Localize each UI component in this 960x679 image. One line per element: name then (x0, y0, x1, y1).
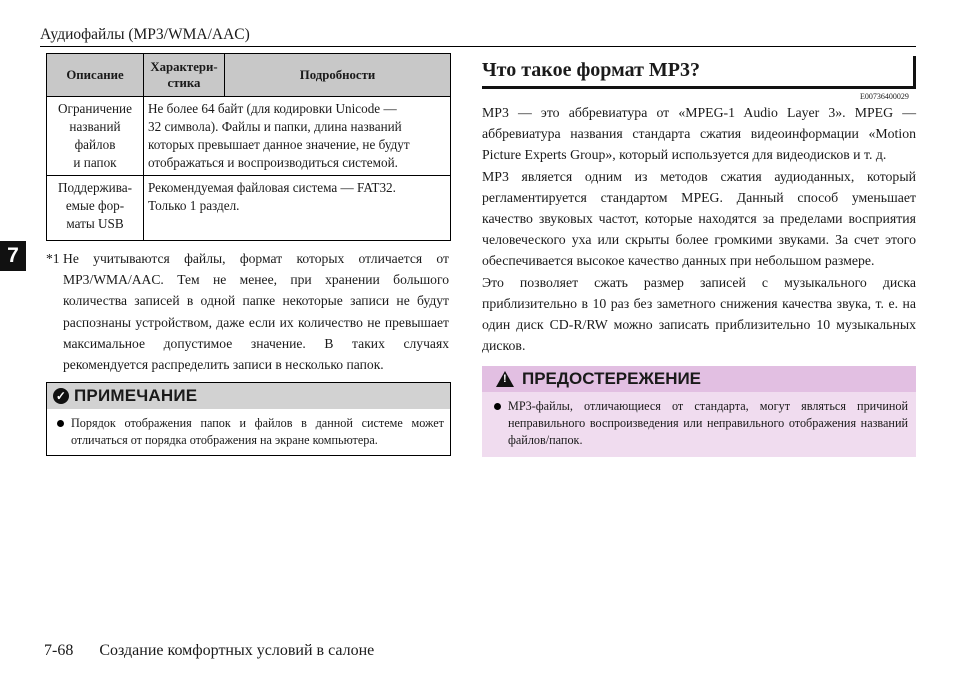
list-item (494, 398, 908, 449)
footnote (46, 248, 449, 375)
chapter-tab: 7 (0, 241, 26, 271)
table-row (47, 97, 451, 176)
warning-icon (496, 371, 514, 387)
note-item-text: Порядок отображения папок и файлов в данной системе может отличаться от порядка отображения на экране компьютера. (71, 416, 444, 447)
note-title: ПРИМЕЧАНИЕ (74, 386, 198, 405)
note-header (47, 383, 450, 409)
table-header-row (47, 54, 451, 97)
paragraph: MP3 является одним из методов сжатия аудиоданных, который регламентируется стандартом MPEG. Данный способ уменьшает качество звуковых частот, которые находятся за пределами восприятия человеческого уха или скрыты более громкими звуками. За счет этого обеспечивается высокое качество данных при небольшом размере. (482, 168, 916, 269)
info-icon: ✓ (53, 388, 69, 404)
spec-table (46, 53, 451, 241)
page-number: 7-68 (44, 642, 74, 659)
bullet-icon (494, 398, 508, 449)
table-header-characteristic: Характери- стика (144, 54, 225, 97)
section-title: Что такое формат MP3? (482, 59, 700, 81)
section-body (482, 102, 916, 356)
page-footer (44, 642, 374, 660)
caution-item-text: MP3-файлы, отличающиеся от стандарта, могут являться причиной неправильного воспроизведения или неправильного отображения названий файлов/папок. (508, 399, 908, 447)
footer-chapter-title: Создание комфортных условий в салоне (99, 642, 375, 659)
caution-body (482, 392, 916, 457)
document-code: E00736400029 (860, 92, 909, 101)
caution-box (482, 366, 916, 457)
bullet-icon (57, 415, 71, 449)
paragraph: Это позволяет сжать размер записей с музыкального диска приблизительно в 10 раз без заметного снижения качества звука, т. е. на один диск CD-R/RW можно записать приблизительно 10 музыкальных дисков. (482, 274, 916, 354)
table-header-description: Описание (47, 54, 144, 97)
table-header-details: Подробности (225, 54, 451, 97)
table-row (47, 176, 451, 241)
caution-header (482, 366, 916, 392)
section-side-bar (913, 56, 916, 89)
table-cell-details: Не более 64 байт (для кодировки Unicode — 32 символа). Файлы и папки, длина названий которых превышает данное значение, не будут отображаться и воспроизводиться системой. (144, 97, 451, 176)
table-cell-description: Ограничение названий файлов и папок (47, 97, 144, 176)
caution-title: ПРЕДОСТЕРЕЖЕНИЕ (522, 369, 702, 388)
footnote-mark: *1 (46, 251, 60, 266)
section-underline (482, 86, 916, 89)
paragraph: MP3 — это аббревиатура от «MPEG-1 Audio Layer 3». MPEG — аббревиатура названия стандарта сжатия видеоинформации «Motion Picture Experts Group», который используется для видеодисков и т. д. (482, 105, 916, 163)
header-rule (40, 46, 916, 47)
table-cell-description: Поддержива- емые фор- маты USB (47, 176, 144, 241)
note-body (47, 409, 450, 455)
note-box (46, 382, 451, 456)
running-header: Аудиофайлы (MP3/WMA/AAC) (40, 26, 250, 43)
section-heading (482, 56, 916, 89)
table-cell-details: Рекомендуемая файловая система — FAT32. Только 1 раздел. (144, 176, 451, 241)
footnote-text: Не учитываются файлы, формат которых отличается от MP3/WMA/AAC. Тем не менее, при хранении большого количества записей в одной папке некоторые записи не будут распознаны устройством, даже если их количество не превышает максимальное допустимое значение. В таких случаях рекомендуется распределить записи в несколько папок. (63, 251, 449, 373)
list-item (57, 415, 444, 449)
